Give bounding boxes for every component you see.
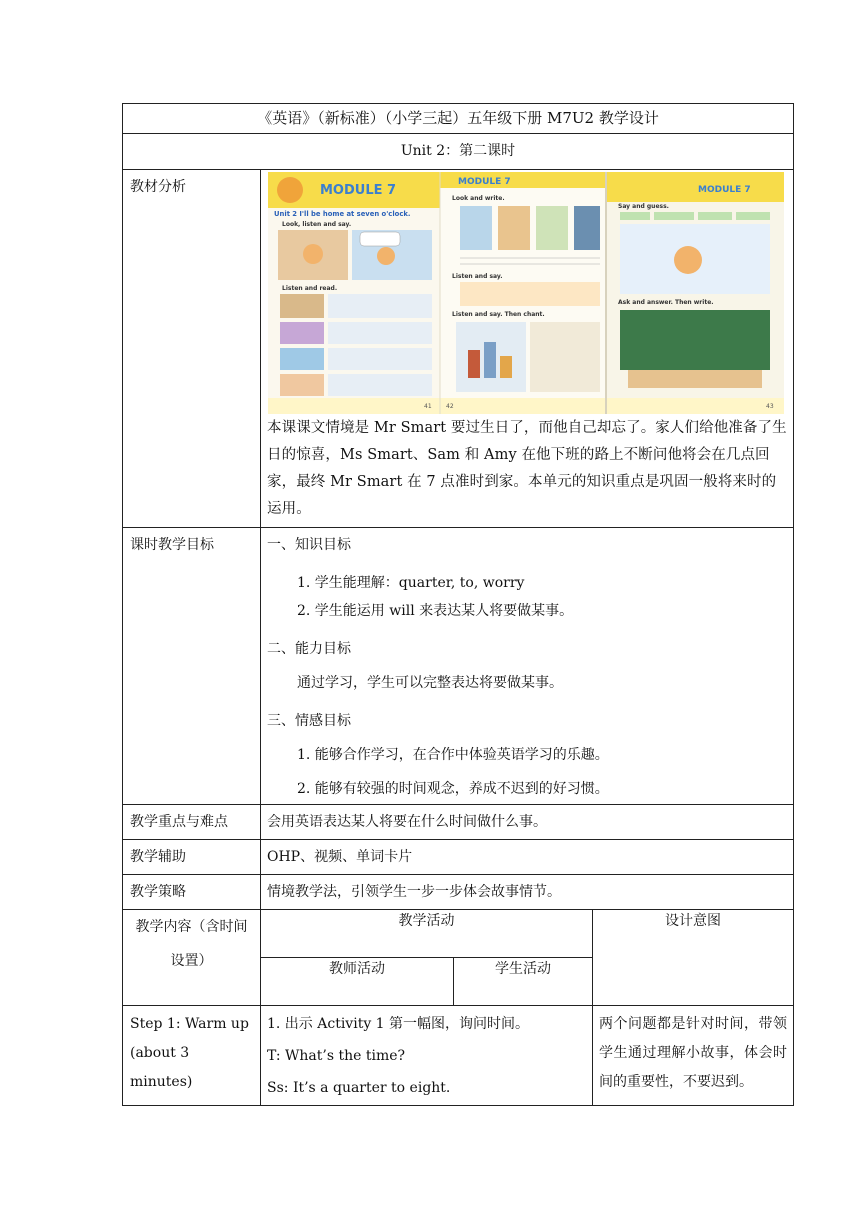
strategy-label: 教学策略 bbox=[123, 875, 261, 910]
key-points-label: 教学重点与难点 bbox=[123, 805, 261, 840]
key-points-text: 会用英语表达某人将要在什么时间做什么事。 bbox=[261, 805, 794, 840]
design-intent-header: 设计意图 bbox=[593, 910, 794, 1006]
page-number-43: 43 bbox=[766, 403, 774, 410]
book-section-6: Say and guess. bbox=[618, 203, 669, 210]
teacher-activities-header: 教师活动 bbox=[261, 958, 454, 1006]
book-section-7: Ask and answer. Then write. bbox=[618, 299, 714, 306]
objectives-content bbox=[261, 528, 794, 805]
content-time-label: 教学内容（含时间设置） bbox=[123, 910, 261, 1006]
step1-line-1: 1. 出示 Activity 1 第一幅图，询问时间。 bbox=[267, 1016, 530, 1032]
analysis-content bbox=[261, 170, 794, 528]
book-section-5: Listen and say. Then chant. bbox=[452, 311, 545, 318]
textbook-image bbox=[267, 170, 787, 414]
strategy-text: 情境教学法，引领学生一步一步体会故事情节。 bbox=[261, 875, 794, 910]
book-section-1: Look, listen and say. bbox=[282, 221, 352, 228]
analysis-label: 教材分析 bbox=[123, 170, 261, 528]
analysis-text: 本课课文情境是 Mr Smart 要过生日了，而他自己却忘了。家人们给他准备了生日的惊喜，Ms Smart、Sam 和 Amy 在他下班的路上不断问他将会在几点回家，最终 Mr Smart 在 7 点准时到家。本单元的知识重点是巩固一般将来时的运用。 bbox=[267, 420, 787, 517]
page-number-41: 41 bbox=[424, 403, 432, 410]
module-title-left: MODULE 7 bbox=[320, 183, 397, 198]
lesson-plan-document bbox=[122, 103, 793, 1106]
teaching-aids-label: 教学辅助 bbox=[123, 840, 261, 875]
ability-objective-1: 通过学习，学生可以完整表达将要做某事。 bbox=[297, 675, 563, 691]
step1-label: Step 1: Warm up (about 3 minutes) bbox=[123, 1006, 261, 1106]
lesson-plan-table bbox=[122, 103, 794, 1106]
unit-title: Unit 2 I'll be home at seven o'clock. bbox=[274, 210, 411, 218]
teaching-activities-header: 教学活动 bbox=[261, 910, 593, 958]
page-number-42: 42 bbox=[446, 403, 454, 410]
step1-activities bbox=[261, 1006, 593, 1106]
module-title-right: MODULE 7 bbox=[698, 185, 751, 195]
knowledge-objective-2: 2. 学生能运用 will 来表达某人将要做某事。 bbox=[297, 603, 574, 619]
step1-line-3: Ss: It’s a quarter to eight. bbox=[267, 1080, 451, 1096]
ability-objective-heading: 二、能力目标 bbox=[267, 641, 351, 657]
emotion-objective-heading: 三、情感目标 bbox=[267, 713, 351, 729]
objectives-label: 课时教学目标 bbox=[123, 528, 261, 805]
emotion-objective-1: 1. 能够合作学习，在合作中体验英语学习的乐趣。 bbox=[297, 747, 609, 763]
book-section-4: Listen and say. bbox=[452, 273, 503, 280]
step1-intent: 两个问题都是针对时间，带领学生通过理解小故事，体会时间的重要性，不要迟到。 bbox=[593, 1006, 794, 1106]
book-section-2: Listen and read. bbox=[282, 285, 338, 292]
module-title-middle: MODULE 7 bbox=[458, 177, 511, 187]
teaching-aids-text: OHP、视频、单词卡片 bbox=[261, 840, 794, 875]
knowledge-objective-1: 1. 学生能理解：quarter, to, worry bbox=[297, 575, 525, 591]
knowledge-objective-heading: 一、知识目标 bbox=[267, 537, 351, 553]
book-section-3: Look and write. bbox=[452, 195, 505, 202]
document-subtitle: Unit 2：第二课时 bbox=[123, 134, 794, 170]
step1-line-2: T: What’s the time? bbox=[267, 1048, 406, 1064]
student-activities-header: 学生活动 bbox=[454, 958, 593, 1006]
textbook-spread-illustration bbox=[268, 172, 784, 414]
emotion-objective-2: 2. 能够有较强的时间观念，养成不迟到的好习惯。 bbox=[297, 781, 609, 797]
document-title: 《英语》（新标准）（小学三起）五年级下册 M7U2 教学设计 bbox=[123, 104, 794, 134]
